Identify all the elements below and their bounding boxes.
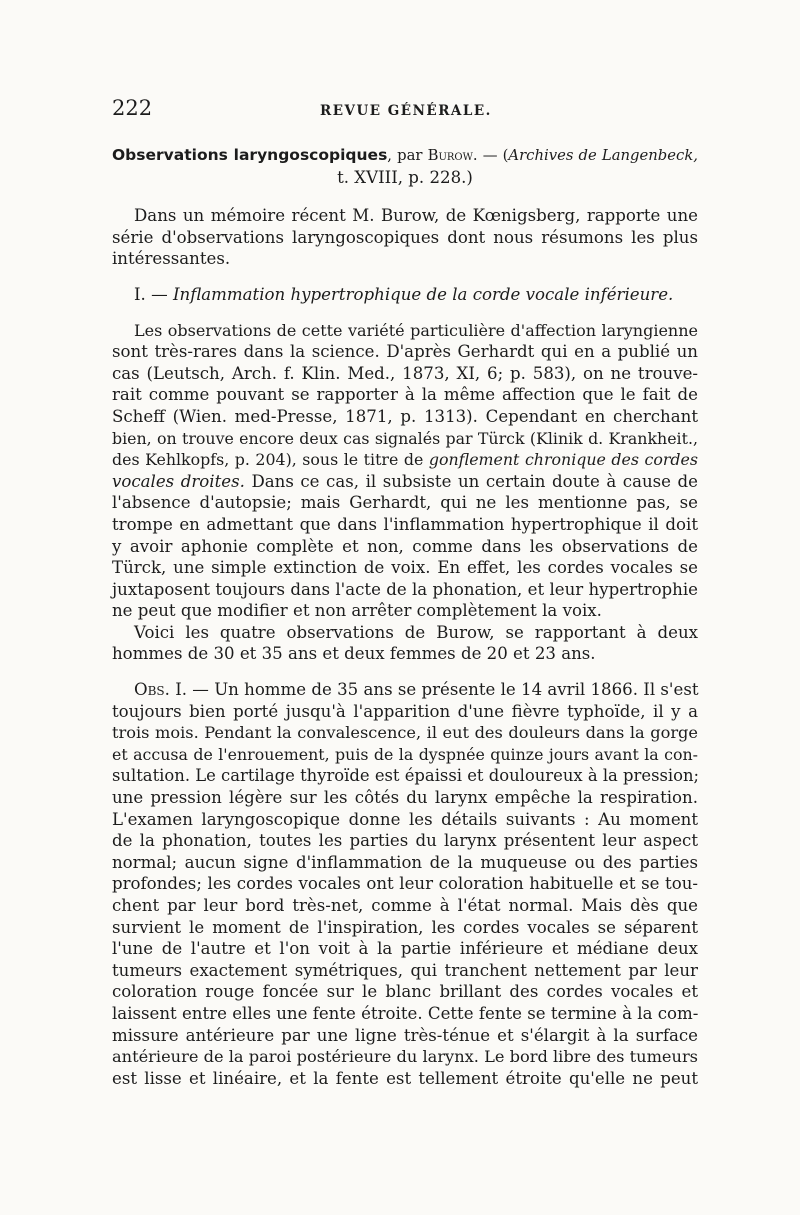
italic-phrase: vocales droites. (112, 471, 245, 491)
observation-line: profondes; les cordes vocales ont leur coloration habituelle et se tou- (112, 874, 698, 894)
paragraph-line: l'absence d'autopsie; mais Gerhardt, qui ne les mentionne pas, se (112, 493, 698, 513)
paragraph-line (112, 471, 698, 493)
running-head: REVUE GÉNÉRALE. (320, 103, 492, 119)
paragraph-text: Dans ce cas, il subsiste un certain doute à cause de (251, 471, 698, 491)
article-source: Archives de Langenbeck, (508, 147, 698, 164)
paragraph-line: cas (Leutsch, Arch. f. Klin. Med., 1873, XI, 6; p. 583), on ne trouve- (112, 363, 698, 383)
paragraph-line: ne peut que modifier et non arrêter complètement la voix. (112, 601, 602, 621)
observation-line (112, 679, 698, 701)
observation-dash: — (187, 680, 215, 700)
paragraph-line: hommes de 30 et 35 ans et deux femmes de 20 et 23 ans. (112, 644, 596, 664)
title-text: , par (387, 147, 428, 164)
observation-line: laissent entre elles une fente étroite. Cette fente se termine à la com- (112, 1003, 699, 1023)
observation-line: coloration rouge foncée sur le blanc brillant des cordes vocales et (112, 982, 698, 1002)
observation-line: toujours bien porté jusqu'à l'apparition d'une fièvre typhoïde, il y a (112, 701, 698, 721)
observation-line: tumeurs exactement symétriques, qui tranchent nettement par leur (112, 960, 698, 980)
article-title-bold: Observations laryngoscopiques (112, 146, 388, 164)
paragraph-line: sont très-rares dans la science. D'après Gerhardt qui en a publié un (112, 342, 698, 362)
author-name: Burow (427, 147, 473, 164)
paragraph-line: rait comme pouvant se rapporter à la même affection que le fait de (112, 385, 698, 405)
observation-line: normal; aucun signe d'inflammation de la muqueuse ou des parties (112, 852, 698, 872)
section-title: Inflammation hypertrophique de la corde vocale inférieure. (172, 284, 674, 304)
paragraph-line: Les observations de cette variété particulière d'affection laryngienne (134, 320, 698, 340)
intro-line: Dans un mémoire récent M. Burow, de Kœnigsberg, rapporte une (134, 206, 698, 226)
observation-line: sultation. Le cartilage thyroïde est épaissi et douloureux à la pression; (112, 766, 700, 786)
paragraph-line: Voici les quatre observations de Burow, se rapportant à deux (134, 622, 698, 642)
observation-line: une pression légère sur les côtés du larynx empêche la respiration. (112, 788, 698, 808)
paragraph-line (112, 449, 698, 471)
paragraph-line: Türck, une simple extinction de voix. En effet, les cordes vocales se (112, 558, 698, 578)
section-heading (112, 284, 698, 306)
observation-line: est lisse et linéaire, et la fente est tellement étroite qu'elle ne peut (112, 1068, 698, 1088)
article-title (112, 145, 698, 167)
observation-line: de la phonation, toutes les parties du larynx présentent leur aspect (112, 831, 698, 851)
observation-line: missure antérieure par une ligne très-ténue et s'élargit à la surface (112, 1025, 698, 1045)
observation-label: Obs. I. (134, 680, 188, 700)
observation-line: chent par leur bord très-net, comme à l'état normal. Mais dès que (112, 896, 698, 915)
page-number: 222 (112, 96, 153, 120)
paragraph-line: juxtaposent toujours dans l'acte de la phonation, et leur hypertrophie (112, 579, 698, 599)
paragraph-text: des Kehlkopfs, p. 204), sous le titre de (112, 450, 424, 470)
paragraph-line: Scheff (Wien. med-Presse, 1871, p. 1313). Cependant en cherchant (112, 406, 698, 426)
paragraph-line: trompe en admettant que dans l'inflammation hypertrophique il doit (112, 514, 698, 534)
observation-line: survient le moment de l'inspiration, les cordes vocales se séparent (112, 917, 698, 937)
observation-line: l'une de l'autre et l'on voit à la partie inférieure et médiane deux (112, 939, 698, 959)
italic-phrase: gonflement chronique des cordes (428, 450, 699, 470)
observation-line: trois mois. Pendant la convalescence, il eut des douleurs dans la gorge (112, 723, 698, 743)
observation-line: L'examen laryngoscopique donne les détails suivants : Au moment (112, 809, 698, 829)
page-body (112, 145, 698, 1089)
page-header (112, 96, 698, 128)
intro-line: intéressantes. (112, 249, 231, 269)
observation-text: Un homme de 35 ans se présente le 14 avril 1866. Il s'est (214, 680, 699, 700)
intro-line: série d'observations laryngoscopiques dont nous résumons les plus (112, 227, 698, 247)
observation-line: et accusa de l'enrouement, puis de la dyspnée quinze jours avant la con- (112, 744, 698, 764)
title-text: . — ( (472, 147, 509, 164)
paragraph-line: bien, on trouve encore deux cas signalés par Türck (Klinik d. Krankheit., (112, 428, 698, 448)
article-reference: t. XVIII, p. 228.) (337, 167, 473, 187)
section-number: I. — (134, 284, 173, 304)
observation-line: antérieure de la paroi postérieure du larynx. Le bord libre des tumeurs (112, 1047, 698, 1067)
paragraph-line: y avoir aphonie complète et non, comme dans les observations de (112, 536, 698, 556)
